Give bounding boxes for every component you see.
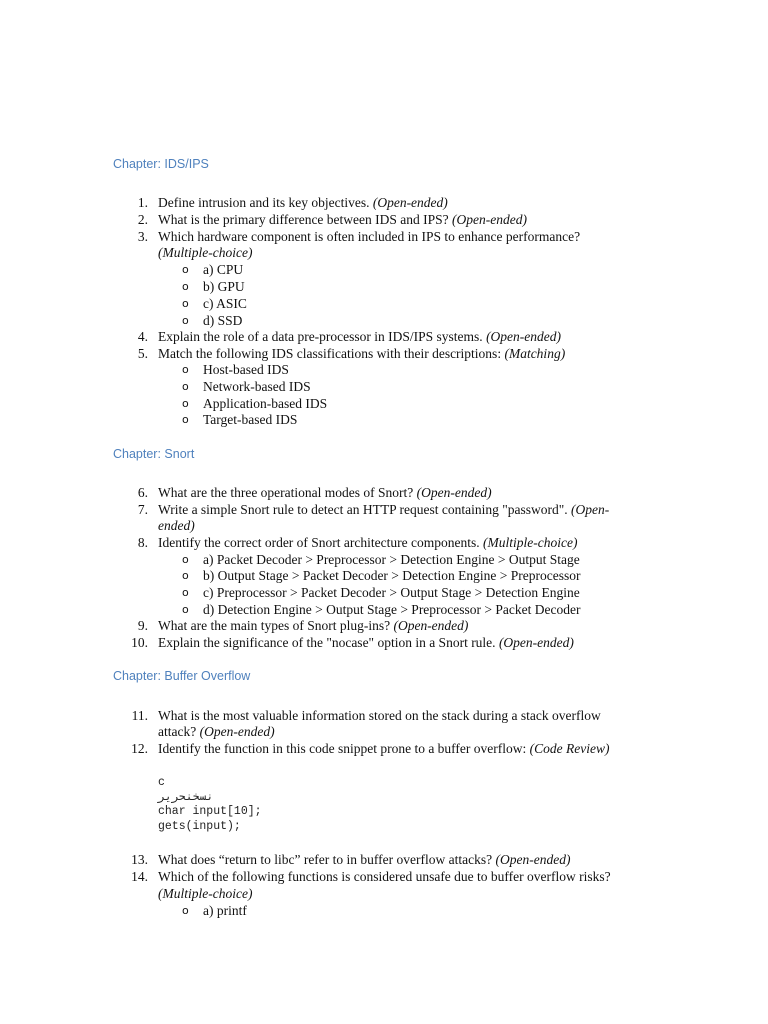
bullet-icon: o bbox=[182, 297, 189, 310]
question-5: Match the following IDS classifications with their descriptions: (Matching) bbox=[158, 346, 566, 361]
question-number: 10. bbox=[131, 635, 148, 650]
question-7: Write a simple Snort rule to detect an HTTP request containing "password". (Open- bbox=[158, 502, 610, 517]
bullet-icon: o bbox=[182, 380, 189, 393]
question-12: Identify the function in this code snippet prone to a buffer overflow: (Code Review) bbox=[158, 741, 610, 756]
option: Application-based IDS bbox=[203, 396, 328, 411]
question-number: 3. bbox=[137, 229, 148, 244]
bullet-icon: o bbox=[182, 603, 189, 616]
question-13: What does “return to libc” refer to in buffer overflow attacks? (Open-ended) bbox=[158, 852, 571, 867]
question-3: Which hardware component is often included in IPS to enhance performance? bbox=[158, 229, 581, 244]
bullet-icon: o bbox=[182, 263, 189, 276]
question-11-cont: attack? (Open-ended) bbox=[158, 724, 275, 739]
bullet-icon: o bbox=[182, 553, 189, 566]
question-6: What are the three operational modes of Snort? (Open-ended) bbox=[158, 485, 492, 500]
question-number: 8. bbox=[137, 535, 148, 550]
chapter-heading: Chapter: Snort bbox=[113, 447, 195, 461]
code-line: نسخنحرير bbox=[158, 791, 214, 804]
question-2: What is the primary difference between IDS and IPS? (Open-ended) bbox=[158, 212, 527, 227]
code-line: gets(input); bbox=[158, 820, 241, 833]
bullet-icon: o bbox=[182, 280, 189, 293]
option: d) SSD bbox=[203, 313, 243, 328]
bullet-icon: o bbox=[182, 314, 189, 327]
bullet-icon: o bbox=[182, 363, 189, 376]
option: c) ASIC bbox=[203, 296, 247, 311]
chapter-heading: Chapter: Buffer Overflow bbox=[113, 669, 251, 683]
option: b) GPU bbox=[203, 279, 245, 294]
question-number: 1. bbox=[137, 195, 148, 210]
code-line: c bbox=[158, 776, 165, 789]
option: a) Packet Decoder > Preprocessor > Detection Engine > Output Stage bbox=[203, 552, 580, 567]
code-line: char input[10]; bbox=[158, 805, 262, 818]
question-type: (Multiple-choice) bbox=[158, 886, 253, 901]
option: b) Output Stage > Packet Decoder > Detection Engine > Preprocessor bbox=[203, 568, 581, 583]
bullet-icon: o bbox=[182, 904, 189, 917]
question-type: ended) bbox=[158, 518, 195, 533]
option: Host-based IDS bbox=[203, 362, 289, 377]
question-8: Identify the correct order of Snort architecture components. (Multiple-choice) bbox=[158, 535, 578, 550]
question-number: 6. bbox=[137, 485, 148, 500]
option: Network-based IDS bbox=[203, 379, 311, 394]
question-number: 2. bbox=[137, 212, 148, 227]
question-1: Define intrusion and its key objectives. (Open-ended) bbox=[158, 195, 448, 210]
bullet-icon: o bbox=[182, 569, 189, 582]
option: d) Detection Engine > Output Stage > Preprocessor > Packet Decoder bbox=[203, 602, 581, 617]
question-10: Explain the significance of the "nocase" option in a Snort rule. (Open-ended) bbox=[158, 635, 574, 650]
question-number: 9. bbox=[137, 618, 148, 633]
option: Target-based IDS bbox=[203, 412, 298, 427]
question-9: What are the main types of Snort plug-ins? (Open-ended) bbox=[158, 618, 469, 633]
question-type: (Multiple-choice) bbox=[158, 245, 253, 260]
option: a) printf bbox=[203, 903, 247, 918]
question-number: 13. bbox=[131, 852, 148, 867]
question-4: Explain the role of a data pre-processor in IDS/IPS systems. (Open-ended) bbox=[158, 329, 562, 344]
question-14: Which of the following functions is considered unsafe due to buffer overflow risks? bbox=[158, 869, 611, 884]
question-number: 4. bbox=[137, 329, 148, 344]
question-number: 5. bbox=[137, 346, 148, 361]
chapter-heading: Chapter: IDS/IPS bbox=[113, 157, 209, 171]
question-number: 14. bbox=[131, 869, 148, 884]
bullet-icon: o bbox=[182, 586, 189, 599]
question-number: 7. bbox=[137, 502, 148, 517]
option: a) CPU bbox=[203, 262, 244, 277]
question-number: 12. bbox=[131, 741, 148, 756]
question-11: What is the most valuable information stored on the stack during a stack overflow bbox=[158, 708, 601, 723]
question-number: 11. bbox=[131, 708, 148, 723]
option: c) Preprocessor > Packet Decoder > Output Stage > Detection Engine bbox=[203, 585, 580, 600]
bullet-icon: o bbox=[182, 413, 189, 426]
bullet-icon: o bbox=[182, 397, 189, 410]
